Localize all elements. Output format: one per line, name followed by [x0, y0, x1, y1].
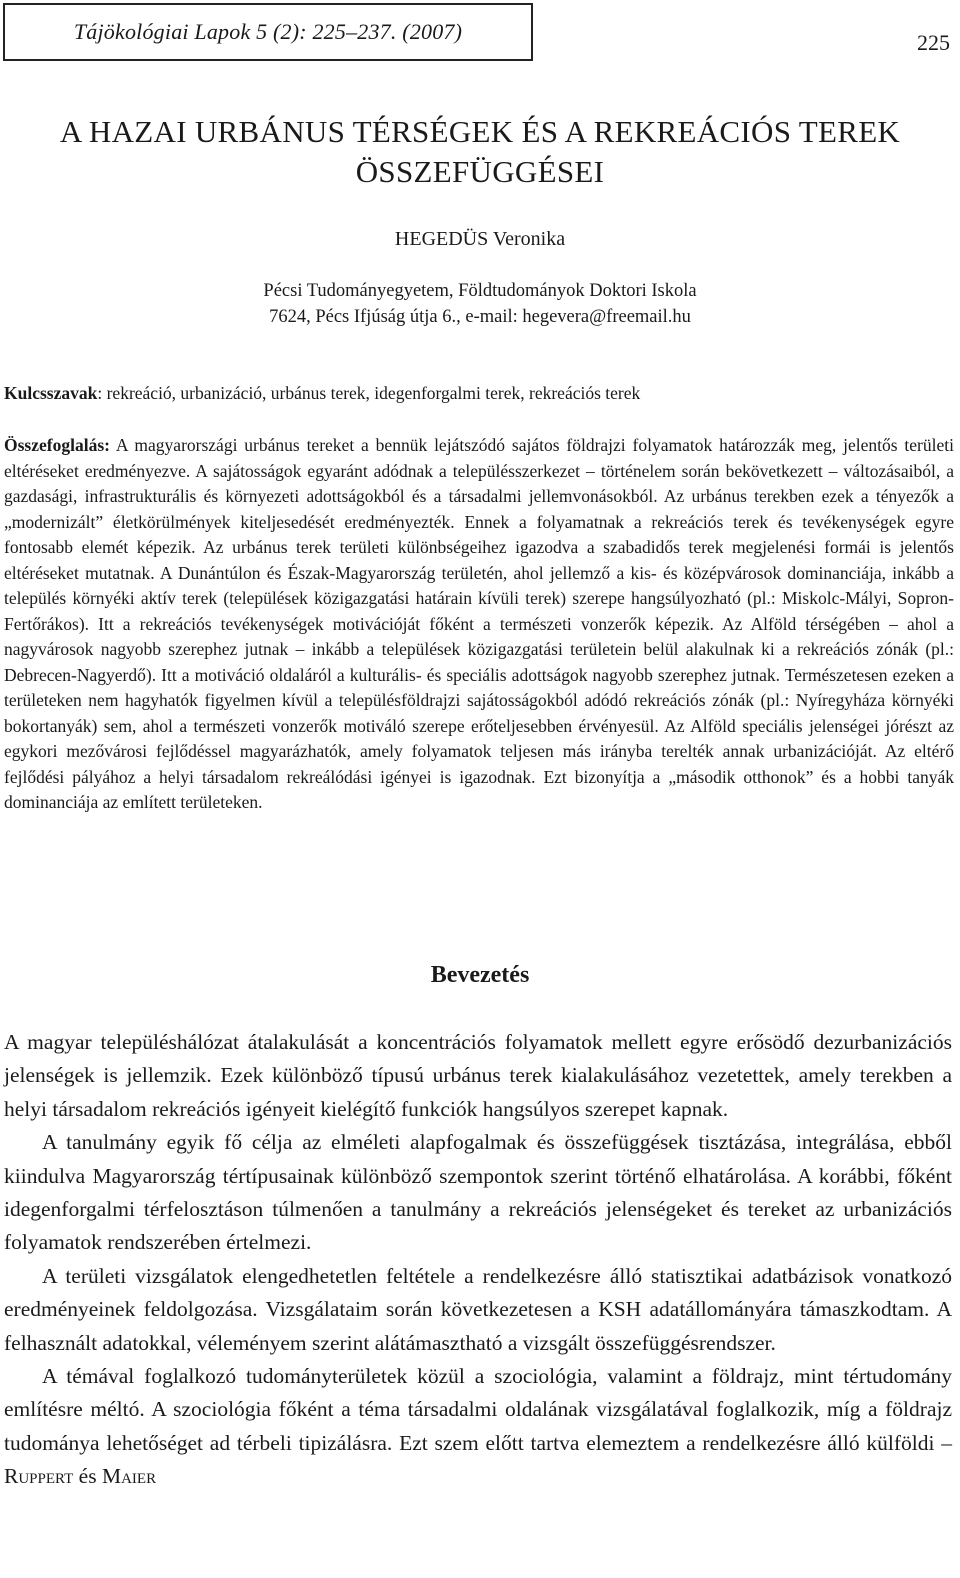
section-heading: Bevezetés — [430, 962, 530, 988]
keywords-label: Kulcsszavak — [4, 383, 98, 403]
journal-citation: Tájökológiai Lapok 5 (2): 225–237. (2007) — [73, 19, 463, 44]
citation-conjunction: és — [73, 1464, 102, 1489]
paragraph-text-continued: Ezt szem előtt tartva elemeztem a rendelkezésre álló külföldi – — [399, 1430, 953, 1455]
abstract — [4, 433, 954, 816]
paragraph — [4, 1360, 952, 1494]
journal-citation-box — [3, 3, 533, 61]
article-title — [0, 112, 960, 192]
keywords — [4, 383, 954, 404]
affiliation — [0, 278, 960, 330]
paragraph: A tanulmány egyik fő célja az elméleti alapfogalmak és összefüggések tisztázása, integrálása, ebből kiindulva Magyarország tértípusainak különböző szempontok szerint történő elhatárolása. A korábbi, főként idegenforgalmi térfelosztáson túlmenően a tanulmány a rekreációs jelenségeket és tereket az urbanizációs folyamatok rendszerében értelmezi. — [4, 1130, 952, 1255]
paragraph-text: A témával foglalkozó tudományterületek közül a szociológia, valamint a földrajz, mint tértudomány említésre méltó. A szociológia főként a téma társadalmi oldalának vizsgálatával foglalkozik, míg a földrajz tudománya lehetőséget ad térbeli tipizálásra. — [4, 1364, 952, 1455]
title-line-1: A HAZAI URBÁNUS TÉRSÉGEK ÉS A REKREÁCIÓS TEREK — [59, 114, 901, 149]
page-number: 225 — [917, 30, 950, 55]
author-name: HEGEDÜS Veronika — [394, 228, 566, 250]
affiliation-line-1: Pécsi Tudományegyetem, Földtudományok Doktori Iskola — [263, 281, 697, 301]
paragraph: A területi vizsgálatok elengedhetetlen feltétele a rendelkezésre álló statisztikai adatbázisok vonatkozó eredményeinek feldolgozása. Vizsgálataim során következetesen a KSH adatállományára támaszkodtam. A felhasznált adatokkal, véleményem szerint alátámasztható a vizsgált összefüggésrendszer. — [4, 1263, 952, 1355]
author-citation-maier: Maier — [101, 1464, 157, 1489]
title-line-2: ÖSSZEFÜGGÉSEI — [355, 154, 605, 189]
keywords-text: : rekreáció, urbanizáció, urbánus terek, idegenforgalmi terek, rekreációs terek — [97, 383, 641, 403]
paragraph: A magyar településhálózat átalakulását a koncentrációs folyamatok mellett egyre erősödő dezurbanizációs jelenségek is jellemzik. Ezek különböző típusú urbánus terek kialakulásához vezetettek, amely terekben a helyi társadalom rekreációs igényeit kielégítő funkciók hangsúlyos szerepet kapnak. — [4, 1030, 952, 1121]
abstract-text: A magyarországi urbánus tereket a bennük lejátszódó sajátos földrajzi folyamatok határozzák meg, jelentős területi eltéréseket eredményezve. A sajátosságok egyaránt adódnak a településszerkezet – történelem során bekövetkezett – változásaiból, a gazdasági, infrastrukturális és környezeti adottságokból és a társadalmi jellemvonásokból. Az urbánus terekben ezek a tényezők a „modernizált” életkörülmények kiteljesedését eredményezték. Ennek a folyamatnak a rekreációs terek és tevékenységek egyre fontosabb elemét képezik. Az urbánus terek területi különbségeihez igazodva a szabadidős terek megjelenési formái is jelentős eltéréseket mutatnak. A Dunántúlon és Észak-Magyarország területén, ahol jellemző a kis- és középvárosok dominanciája, inkább a település környéki aktív terek (települések közigazgatási határain kívüli terek) szerepe hangsúlyozható (pl.: Miskolc-Mályi, Sopron-Fertőrákos). Itt a rekreációs tevékenységek motivációját főként a természeti vonzerők képezik. Az Alföld térségében – ahol a nagyvárosok nagyobb szerephez jutnak – inkább a települések közigazgatási területein belül alakulnak ki a rekreációs zónák (pl.: Debrecen-Nagyerdő). Itt a motiváció oldaláról a kulturális- és speciális adottságok nagyobb szerephez jutnak. Természetesen ezeken a területeken nem hagyhatók figyelmen kívül a településföldrajzi sajátosságokból adódó rekreációs zónák (pl.: Nyíregyháza környéki bokortanyák) sem, ahol a természeti vonzerők motiváló szerepe erőteljesebben érvényesül. Az Alföld speciális jelenségei jórészt az egykori mezővárosi fejlődéssel magyarázhatók, amely folyamatok teljesen más irányba terelték annak urbanizációját. Az eltérő fejlődési pályához a helyi társadalom rekreálódási igényei is igazodnak. Ezt bizonyítja a „második otthonok” és a hobbi tanyák dominanciája az említett területeken. — [4, 435, 954, 812]
affiliation-line-2: 7624, Pécs Ifjúság útja 6., e-mail: hegevera@freemail.hu — [269, 307, 691, 327]
author-citation-ruppert: Ruppert — [4, 1464, 74, 1489]
body-text — [4, 1026, 952, 1494]
abstract-label: Összefoglalás: — [4, 435, 110, 455]
